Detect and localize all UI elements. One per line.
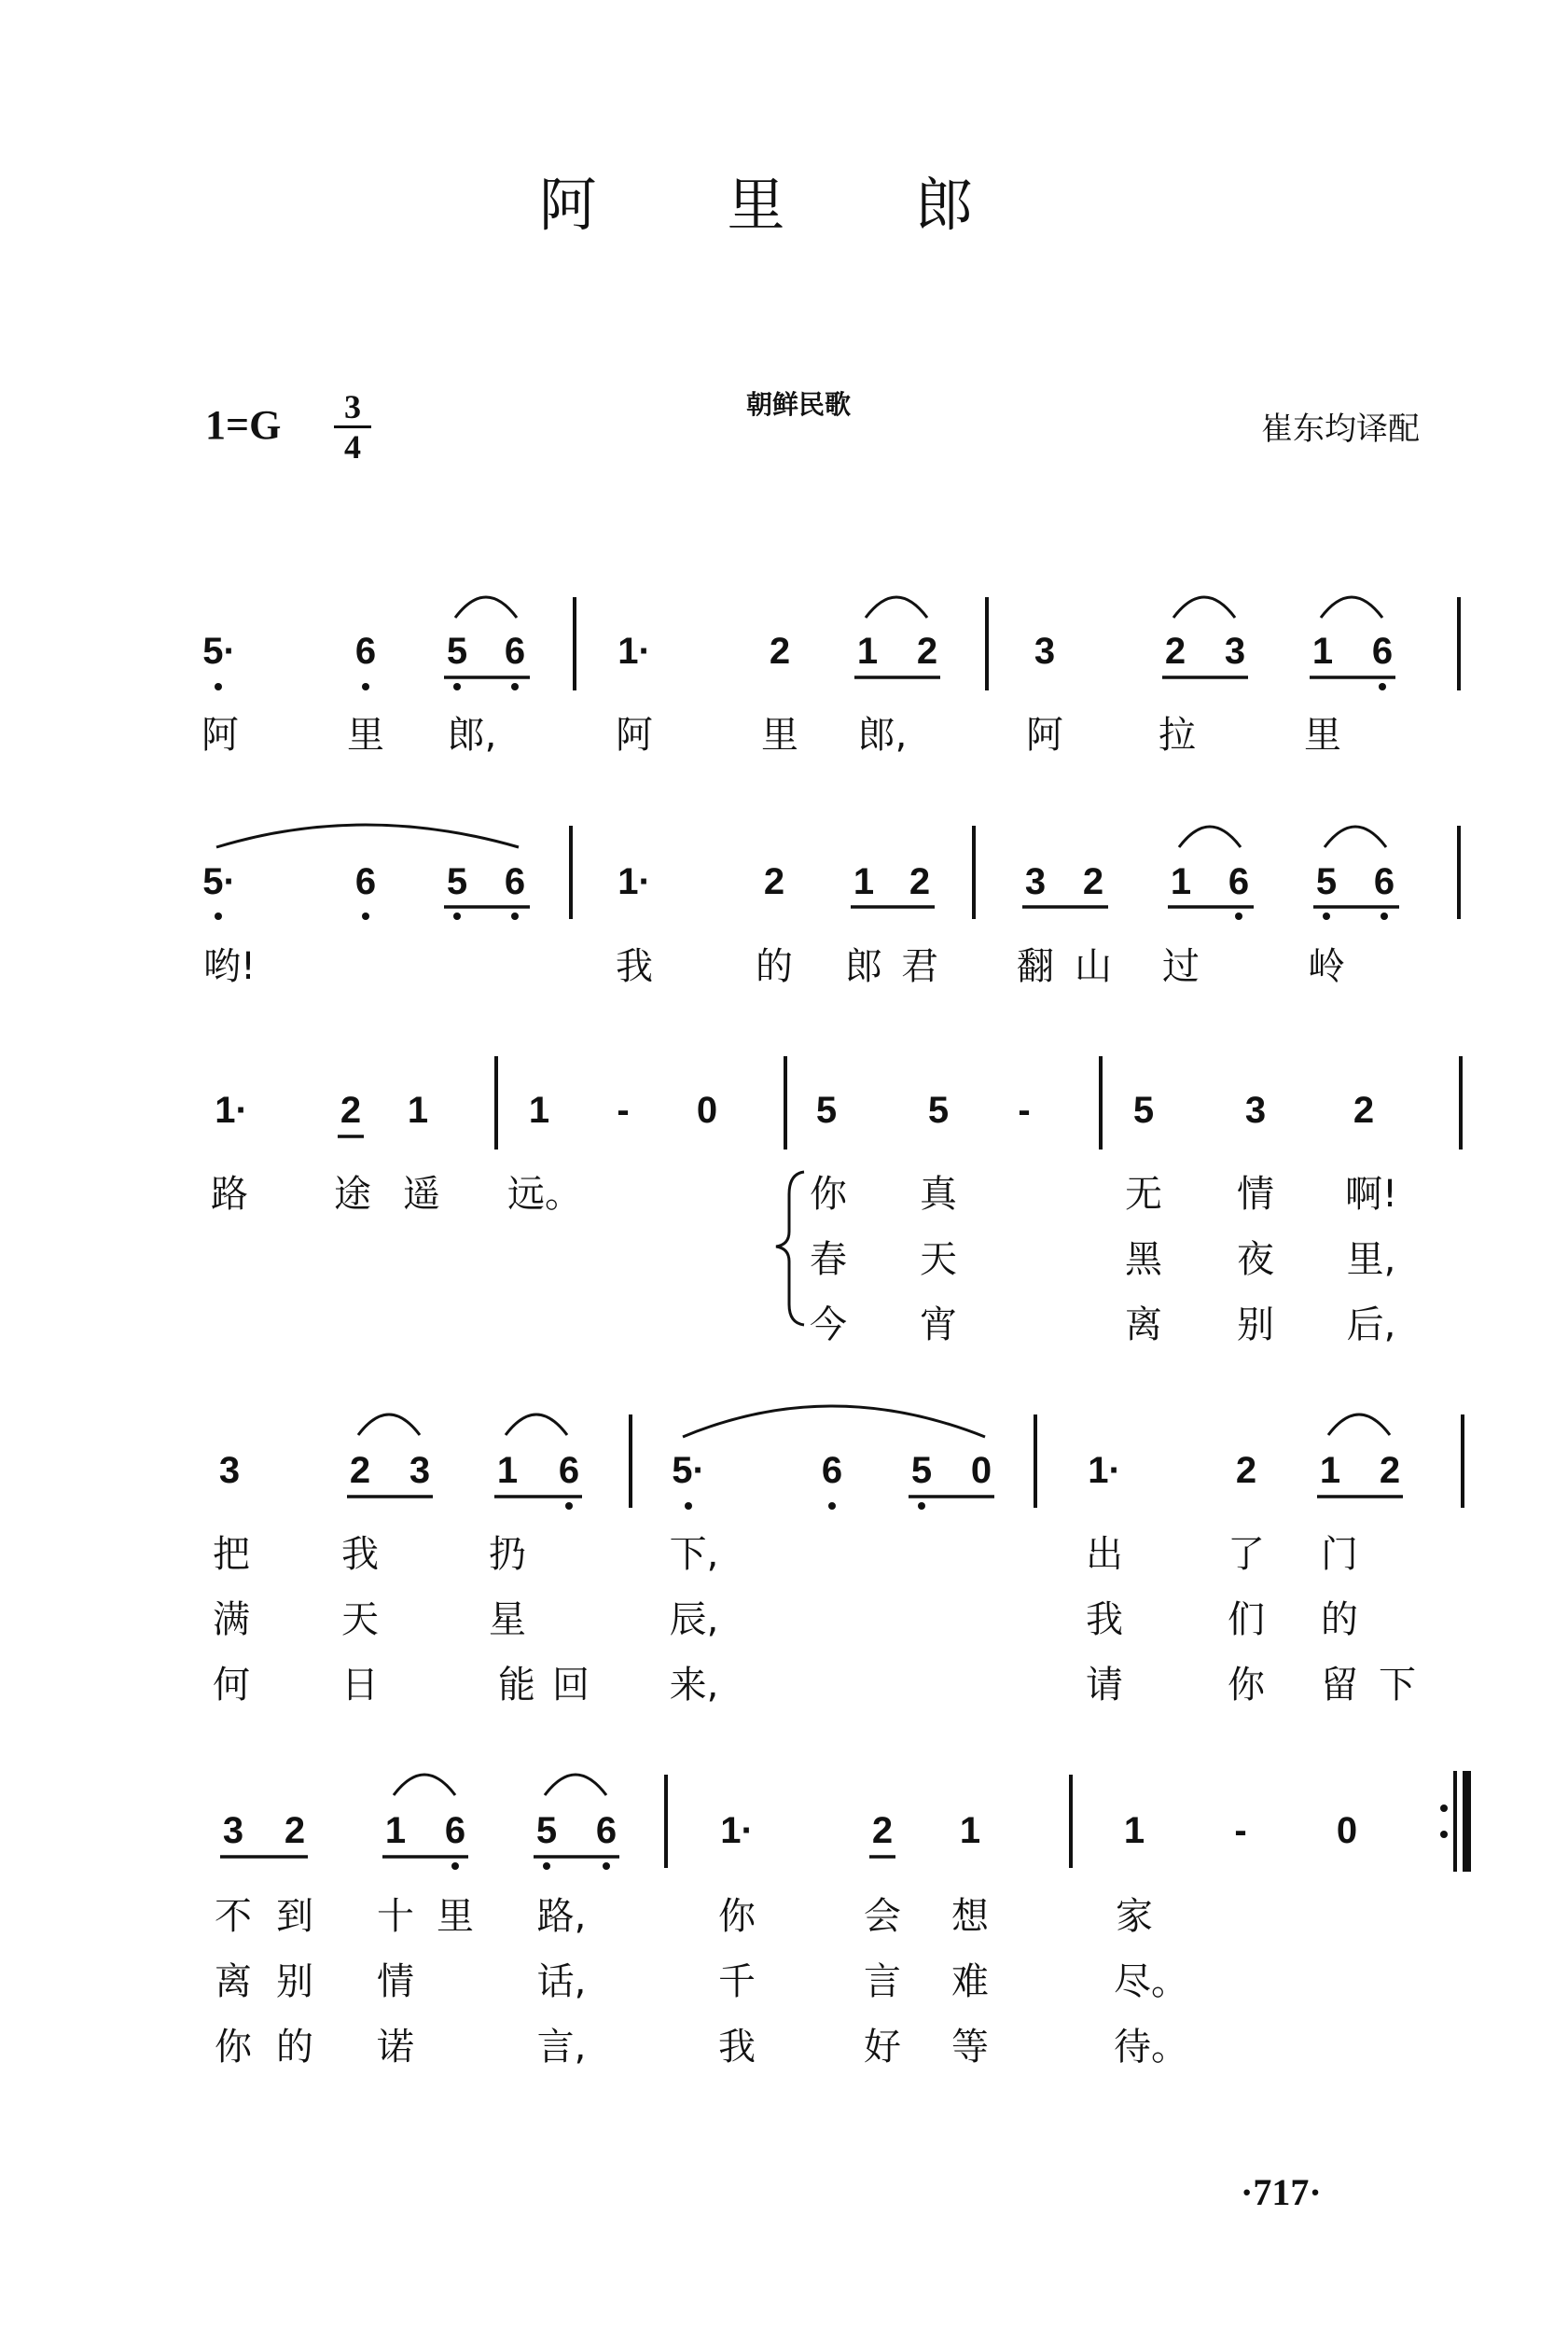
low-octave-dot xyxy=(918,1502,925,1510)
lyric: 下, xyxy=(669,1533,719,1576)
lyric: 别 xyxy=(1237,1303,1274,1346)
lyric: 无 xyxy=(1125,1173,1162,1216)
low-octave-dot xyxy=(1379,683,1386,690)
note: 6 xyxy=(821,1450,843,1491)
note: 3 xyxy=(222,1810,244,1851)
note: 5 xyxy=(446,861,468,902)
lyric: 好 xyxy=(864,2026,901,2069)
note: 6 xyxy=(444,1810,466,1851)
lyric: 拉 xyxy=(1159,714,1196,757)
note: 1 xyxy=(1170,861,1192,902)
lyric: 千 xyxy=(718,1960,756,2003)
slur xyxy=(216,825,519,847)
lyric: 里 xyxy=(1304,714,1341,757)
slur xyxy=(545,1775,606,1795)
slur xyxy=(358,1414,420,1435)
lyric: 何 xyxy=(213,1664,250,1707)
note: 5 xyxy=(927,1090,950,1131)
note: 0 xyxy=(970,1450,992,1491)
low-octave-dot xyxy=(451,1862,459,1870)
lyric: 山 xyxy=(1075,945,1112,988)
lyric: 路 xyxy=(211,1173,248,1216)
note: 1 xyxy=(528,1090,550,1131)
note: 2 xyxy=(1164,631,1186,672)
time-signature-bottom: 4 xyxy=(344,428,361,466)
lyric: 路, xyxy=(536,1895,587,1938)
lyric: 阿 xyxy=(1026,714,1063,757)
lyric: 哟! xyxy=(202,945,257,988)
lyric: 你 xyxy=(810,1173,847,1216)
note: 2 xyxy=(1353,1090,1375,1131)
note: 5 xyxy=(446,631,468,672)
lyric: 难 xyxy=(951,1960,989,2003)
low-octave-dot xyxy=(1323,913,1330,920)
lyric: 夜 xyxy=(1237,1238,1274,1281)
lyric: 里 xyxy=(347,714,384,757)
lyric: 你 xyxy=(718,1895,756,1938)
lyric: 能 xyxy=(498,1664,535,1707)
lyric: 里, xyxy=(1346,1238,1396,1281)
note: 1 xyxy=(384,1810,407,1851)
note: 1· xyxy=(1088,1450,1121,1491)
lyric: 我 xyxy=(718,2026,756,2069)
note: 3 xyxy=(1024,861,1047,902)
lyric: 尽。 xyxy=(1114,1960,1188,2003)
low-octave-dot xyxy=(215,913,222,920)
note: 3 xyxy=(218,1450,241,1491)
lyric: 了 xyxy=(1228,1533,1265,1576)
lyric: 翻 xyxy=(1017,945,1054,988)
low-octave-dot xyxy=(828,1502,836,1510)
note: 1 xyxy=(496,1450,519,1491)
note: 6 xyxy=(1371,631,1394,672)
slur xyxy=(1179,827,1241,847)
lyric: 到 xyxy=(276,1895,313,1938)
lyric: 十 xyxy=(377,1895,414,1938)
note: 2 xyxy=(1082,861,1104,902)
note: 5 xyxy=(1132,1090,1155,1131)
lyric: 岭 xyxy=(1308,945,1345,988)
note: 2 xyxy=(916,631,938,672)
lyric: 情 xyxy=(1237,1173,1274,1216)
arranger-credit: 崔东均译配 xyxy=(1261,411,1420,448)
note: - xyxy=(1234,1810,1247,1851)
low-octave-dot xyxy=(511,683,519,690)
note: 6 xyxy=(1373,861,1395,902)
song-origin: 朝鲜民歌 xyxy=(746,389,852,420)
note: 6 xyxy=(1228,861,1250,902)
low-octave-dot xyxy=(453,913,461,920)
note: 2 xyxy=(1235,1450,1257,1491)
lyric: 别 xyxy=(276,1960,313,2003)
lyric: 日 xyxy=(341,1664,379,1707)
repeat-dot xyxy=(1440,1831,1448,1838)
slur xyxy=(1325,827,1386,847)
lyric: 春 xyxy=(810,1238,847,1281)
page-number: ·717· xyxy=(1241,2171,1322,2213)
note: 5· xyxy=(202,861,236,902)
lyric: 离 xyxy=(1125,1303,1162,1346)
end-barline-thick xyxy=(1463,1771,1471,1872)
lyric: 郎, xyxy=(447,714,497,757)
note: 2 xyxy=(340,1090,362,1131)
note: 5· xyxy=(202,631,236,672)
note: 2 xyxy=(909,861,931,902)
lyric: 待。 xyxy=(1114,2026,1188,2069)
slur xyxy=(866,597,927,618)
lyric: 天 xyxy=(920,1238,957,1281)
lyric: 离 xyxy=(215,1960,252,2003)
lyric: 不 xyxy=(215,1895,252,1938)
note: 6 xyxy=(504,631,526,672)
low-octave-dot xyxy=(511,913,519,920)
note: 3 xyxy=(1244,1090,1267,1131)
note: 1 xyxy=(407,1090,429,1131)
lyric: 话, xyxy=(536,1960,587,2003)
slurs xyxy=(216,597,1390,1795)
lyric: 言 xyxy=(864,1960,901,2003)
lyric: 君 xyxy=(901,945,938,988)
slur xyxy=(455,597,517,618)
note: 1· xyxy=(720,1810,754,1851)
lyric: 辰, xyxy=(669,1598,719,1641)
lyric: 满 xyxy=(213,1598,250,1641)
octave-dots xyxy=(215,683,1388,1870)
note: 5· xyxy=(672,1450,705,1491)
low-octave-dot xyxy=(685,1502,692,1510)
lyric: 遥 xyxy=(403,1173,440,1216)
lyric: 的 xyxy=(756,945,793,988)
note: 6 xyxy=(504,861,526,902)
lyric: 郎 xyxy=(845,945,882,988)
note: 3 xyxy=(1034,631,1056,672)
note: 2 xyxy=(763,861,785,902)
slur xyxy=(394,1775,455,1795)
note: 6 xyxy=(558,1450,580,1491)
note: 5 xyxy=(1315,861,1338,902)
lyric: 阿 xyxy=(201,714,239,757)
note: 1 xyxy=(856,631,879,672)
note: 0 xyxy=(696,1090,718,1131)
note: 2 xyxy=(1379,1450,1401,1491)
lyric: 的 xyxy=(1321,1598,1358,1641)
lyric: 真 xyxy=(920,1173,957,1216)
lyric: 出 xyxy=(1086,1533,1123,1576)
lyric: 请 xyxy=(1086,1664,1123,1707)
lyric: 们 xyxy=(1228,1598,1265,1641)
lyric: 宵 xyxy=(920,1303,957,1346)
note: 3 xyxy=(409,1450,431,1491)
note: 1· xyxy=(617,631,651,672)
lyric: 诺 xyxy=(377,2026,414,2069)
slur xyxy=(1321,597,1382,618)
low-octave-dot xyxy=(603,1862,610,1870)
note: 1 xyxy=(1319,1450,1341,1491)
lyric: 想 xyxy=(951,1895,989,1938)
lyric: 今 xyxy=(810,1303,847,1346)
lyric: 天 xyxy=(341,1598,379,1641)
note: 5 xyxy=(535,1810,558,1851)
slur xyxy=(683,1406,985,1437)
lyric: 里 xyxy=(437,1895,474,1938)
lyric: 我 xyxy=(341,1533,379,1576)
lyric: 情 xyxy=(377,1960,414,2003)
note: 6 xyxy=(595,1810,617,1851)
low-octave-dot xyxy=(1235,913,1242,920)
low-octave-dot xyxy=(362,913,369,920)
note: 1 xyxy=(1123,1810,1145,1851)
lyric: 家 xyxy=(1116,1895,1153,1938)
low-octave-dot xyxy=(565,1502,573,1510)
lyric: 啊! xyxy=(1344,1173,1398,1216)
lyric: 里 xyxy=(761,714,798,757)
lyric: 星 xyxy=(489,1598,526,1641)
slur xyxy=(1173,597,1235,618)
slur xyxy=(506,1414,567,1435)
lyric: 远。 xyxy=(507,1173,582,1216)
lyric: 的 xyxy=(276,2026,313,2069)
note: 2 xyxy=(769,631,791,672)
note: 3 xyxy=(1224,631,1246,672)
note: 1· xyxy=(617,861,651,902)
repeat-dot xyxy=(1440,1805,1448,1812)
note: 1· xyxy=(215,1090,248,1131)
lyric: 郎, xyxy=(857,714,908,757)
low-octave-dot xyxy=(453,683,461,690)
note: 2 xyxy=(871,1810,894,1851)
note: - xyxy=(617,1090,630,1131)
lyric: 下 xyxy=(1379,1664,1416,1707)
barlines xyxy=(496,597,1463,1872)
lyric: 言, xyxy=(536,2026,587,2069)
low-octave-dot xyxy=(543,1862,550,1870)
note: 2 xyxy=(349,1450,371,1491)
note: 2 xyxy=(284,1810,306,1851)
lyric: 后, xyxy=(1346,1303,1396,1346)
note: 1 xyxy=(853,861,875,902)
lyric: 扔 xyxy=(489,1533,526,1576)
note: 6 xyxy=(354,631,377,672)
low-octave-dot xyxy=(362,683,369,690)
song-title: 阿 里 郎 xyxy=(538,171,1030,239)
lyric: 阿 xyxy=(616,714,653,757)
slur xyxy=(1328,1414,1390,1435)
note: - xyxy=(1018,1090,1031,1131)
note: 1 xyxy=(959,1810,981,1851)
low-octave-dot xyxy=(1381,913,1388,920)
key-signature: 1=G xyxy=(205,402,282,448)
lyric: 黑 xyxy=(1125,1238,1162,1281)
lyric: 你 xyxy=(215,2026,252,2069)
lyric: 过 xyxy=(1162,945,1200,988)
note: 1 xyxy=(1311,631,1334,672)
verse-brace xyxy=(776,1172,804,1325)
note: 5 xyxy=(815,1090,838,1131)
lyric: 会 xyxy=(864,1895,901,1938)
lyric: 留 xyxy=(1321,1664,1358,1707)
lyric: 等 xyxy=(951,2026,989,2069)
lyric: 我 xyxy=(616,945,653,988)
low-octave-dot xyxy=(215,683,222,690)
lyric: 来, xyxy=(669,1664,719,1707)
underlines xyxy=(220,677,1403,1857)
lyric: 你 xyxy=(1228,1664,1265,1707)
time-signature-top: 3 xyxy=(344,388,361,425)
note: 0 xyxy=(1336,1810,1358,1851)
lyric: 门 xyxy=(1321,1533,1358,1576)
lyric: 把 xyxy=(213,1533,250,1576)
note: 5 xyxy=(910,1450,933,1491)
note: 6 xyxy=(354,861,377,902)
lyric: 我 xyxy=(1086,1598,1123,1641)
lyric: 回 xyxy=(552,1664,590,1707)
lyric: 途 xyxy=(334,1173,371,1216)
